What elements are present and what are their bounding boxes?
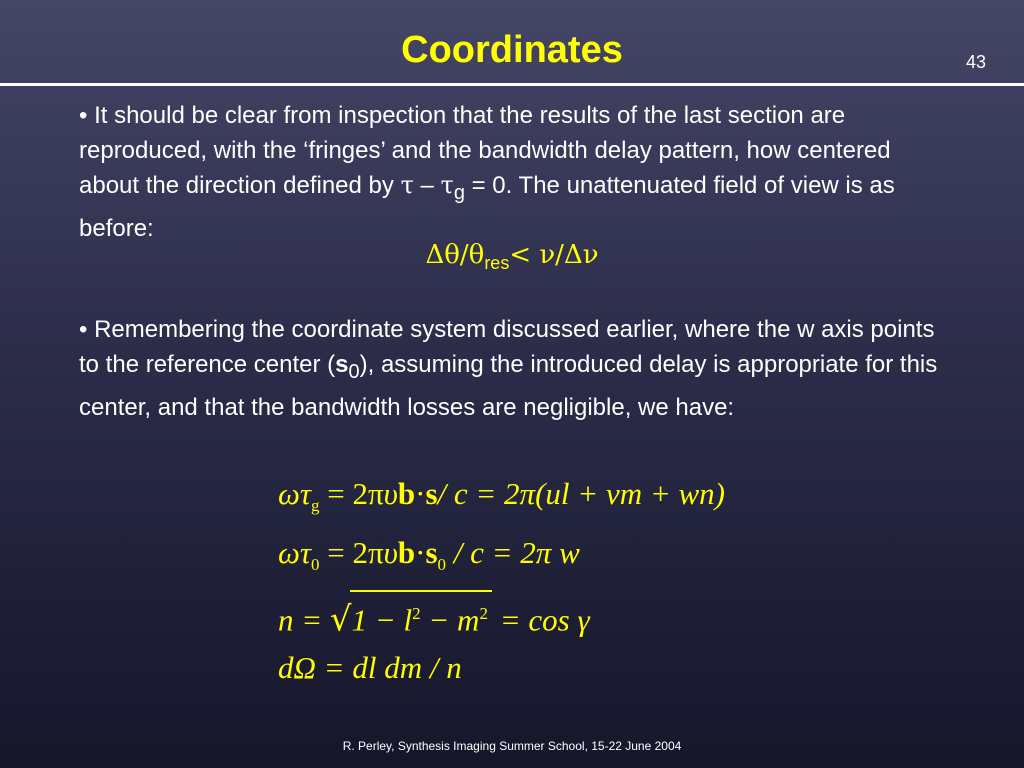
sqrt-icon: √ xyxy=(329,599,352,640)
eq3-lhs: n = xyxy=(278,602,330,638)
bullet-1-text-after: = 0. The unattenuated field of view is as before: xyxy=(79,172,895,242)
eq3-rhs: = cos γ xyxy=(491,602,590,638)
sqrt-radicand xyxy=(350,590,492,640)
title-divider xyxy=(0,83,1024,86)
eq3-sup-2: 2 xyxy=(479,604,488,623)
bullet-2-text-after: ), assuming the introduced delay is appropriate for this center, and that the bandwidth losses are negligible, we have: xyxy=(79,351,938,421)
eq1-b-vector: b xyxy=(397,476,416,511)
fov-rhs: < ν/Δν xyxy=(509,240,599,270)
eq2-b-vector: b xyxy=(397,535,416,570)
field-of-view-formula xyxy=(0,240,1024,274)
eq2-part2: / c = 2π w xyxy=(446,535,580,570)
tau-symbol-2: τ xyxy=(440,171,454,199)
tau-symbol: τ xyxy=(400,171,414,199)
eq1-subscript: g xyxy=(310,496,320,516)
square-root xyxy=(330,590,492,640)
eq2-omega-tau: ωτ xyxy=(278,535,311,570)
slide-footer: R. Perley, Synthesis Imaging Summer School, 15-22 June 2004 xyxy=(342,739,682,753)
bullet-paragraph-2 xyxy=(79,312,939,425)
eq1-dot: · xyxy=(415,476,426,511)
eq1-part2: / c = 2π(ul + vm + wn) xyxy=(437,476,726,511)
bullet-2-text-before: • Remembering the coordinate system discussed earlier, where the w axis points to the reference center ( xyxy=(79,316,935,378)
eq2-subscript: 0 xyxy=(310,555,320,575)
eq1-s-vector: s xyxy=(425,476,438,511)
eq2-s-subscript: 0 xyxy=(437,555,447,575)
slide-title: Coordinates xyxy=(401,29,623,71)
fov-lhs: Δθ/θ xyxy=(425,240,485,270)
eq1-part1: = 2π xyxy=(319,476,384,511)
eq2-s-vector: s xyxy=(425,535,438,570)
eq2-part1: = 2π xyxy=(319,535,384,570)
eq1-omega-tau: ωτ xyxy=(278,476,311,511)
eq2-dot: · xyxy=(415,535,426,570)
subscript-0: 0 xyxy=(348,360,360,383)
eq3-radicand-1: 1 − l xyxy=(351,602,413,638)
equation-phase-delay xyxy=(278,474,725,526)
eq1-upsilon: υ xyxy=(383,476,398,511)
minus-symbol: – xyxy=(413,172,441,199)
equation-reference-delay xyxy=(278,533,580,585)
eq3-radicand-2: − m xyxy=(420,602,480,638)
fov-subscript: res xyxy=(484,253,510,274)
slide-number: 43 xyxy=(965,52,986,72)
s-vector-bold: s xyxy=(335,351,349,378)
bullet-1-text-before: • It should be clear from inspection that the results of the last section are reproduced, with the ‘fringes’ and the bandwidth delay pattern, how centered about the direction defined by xyxy=(79,102,891,199)
eq2-upsilon: υ xyxy=(383,535,398,570)
eq3-sup-1: 2 xyxy=(412,604,421,623)
equation-solid-angle: dΩ = dl dm / n xyxy=(278,650,462,685)
bullet-paragraph-1 xyxy=(79,98,939,246)
subscript-g: g xyxy=(453,181,465,204)
equation-n-definition xyxy=(278,590,590,640)
